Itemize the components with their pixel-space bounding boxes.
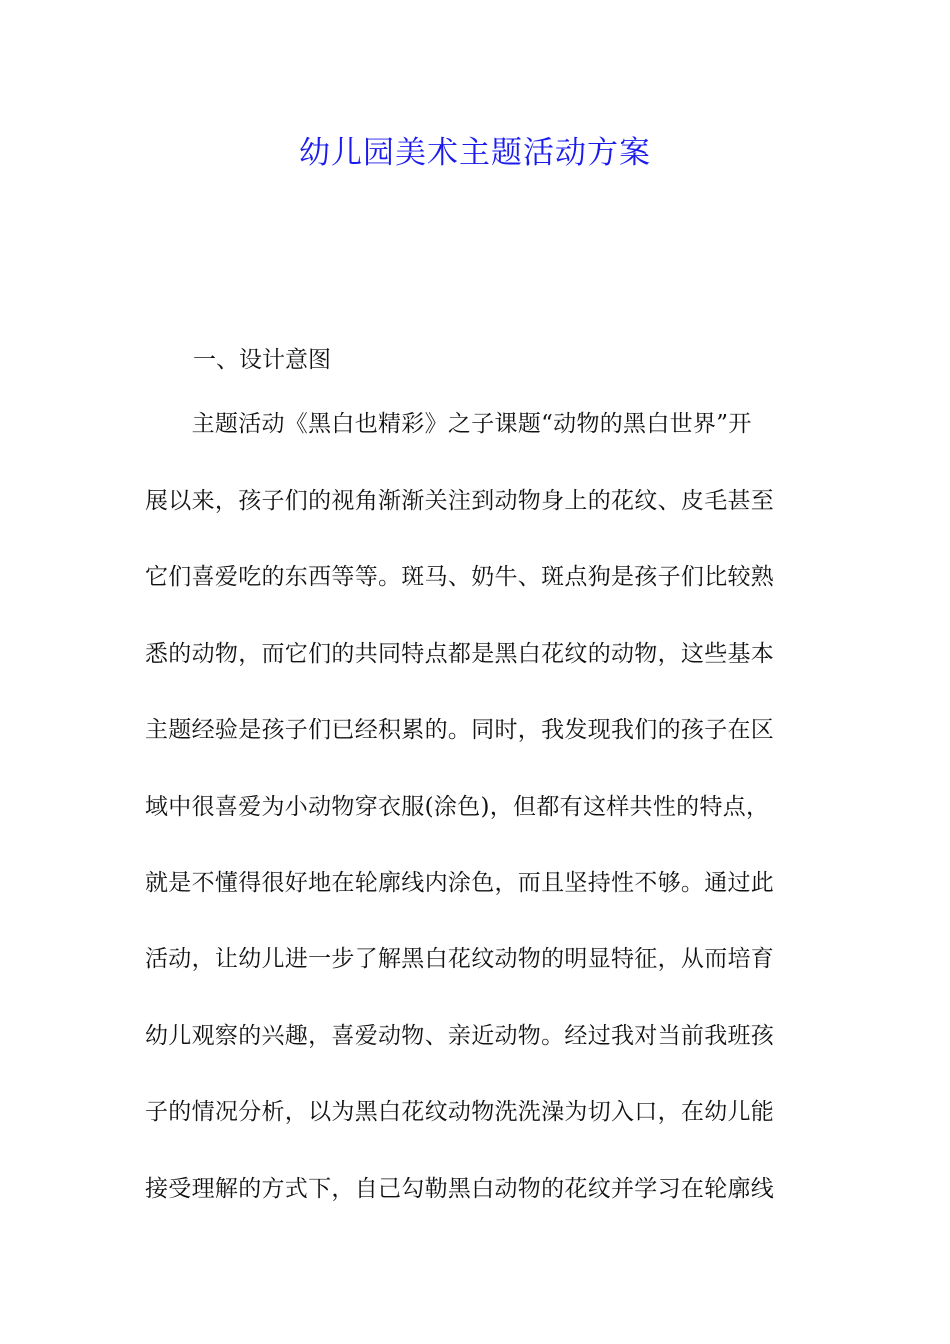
paragraph-line: 悉的动物，而它们的共同特点都是黑白花纹的动物，这些基本	[145, 641, 775, 667]
paragraph-line: 展以来，孩子们的视角渐渐关注到动物身上的花纹、皮毛甚至	[145, 488, 775, 514]
paragraph-line: 域中很喜爱为小动物穿衣服(涂色)，但都有这样共性的特点，	[145, 794, 770, 820]
paragraph-line: 就是不懂得很好地在轮廓线内涂色，而且坚持性不够。通过此	[145, 870, 775, 896]
paragraph-line: 它们喜爱吃的东西等等。斑马、奶牛、斑点狗是孩子们比较熟	[145, 564, 775, 590]
section-heading: 一、设计意图	[193, 347, 331, 373]
paragraph-line: 主题活动《黑白也精彩》之子课题“动物的黑白世界”开	[145, 411, 752, 437]
paragraph-line: 幼儿观察的兴趣，喜爱动物、亲近动物。经过我对当前我班孩	[145, 1023, 775, 1049]
paragraph-line: 子的情况分析，以为黑白花纹动物洗洗澡为切入口，在幼儿能	[145, 1099, 775, 1125]
document-title: 幼儿园美术主题活动方案	[299, 135, 651, 171]
paragraph-line: 接受理解的方式下，自己勾勒黑白动物的花纹并学习在轮廓线	[145, 1176, 775, 1202]
paragraph-line: 主题经验是孩子们已经积累的。同时，我发现我们的孩子在区	[145, 717, 775, 743]
paragraph-line: 活动，让幼儿进一步了解黑白花纹动物的明显特征，从而培育	[145, 946, 775, 972]
